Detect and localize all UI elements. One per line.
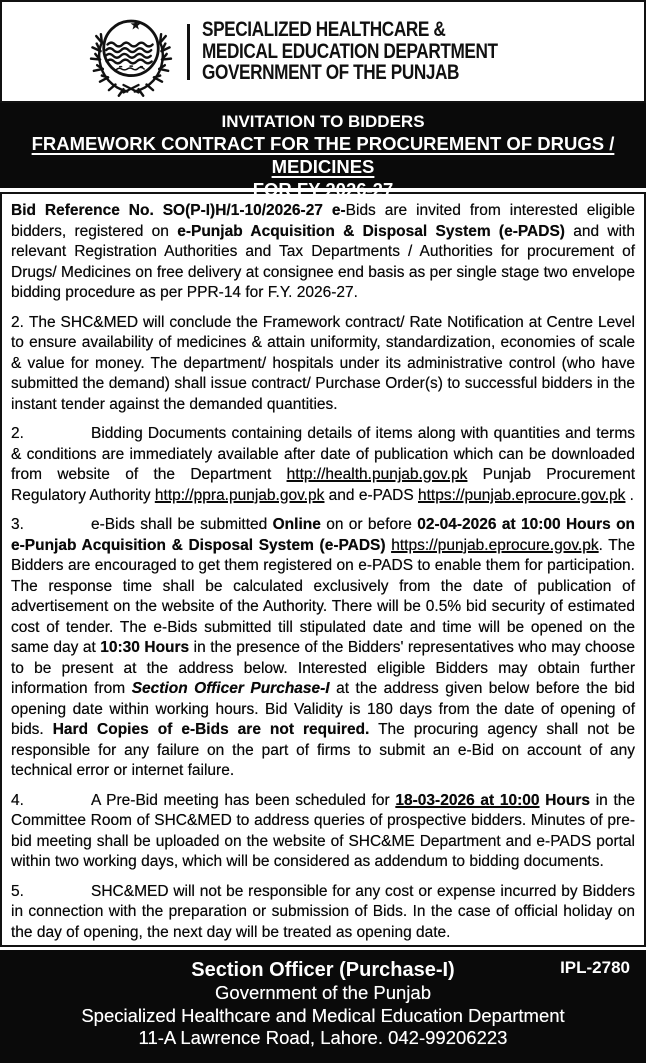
text-segment: and with relevant Registration Authorities and Tax Departments / Authorities for procurement of Drugs/ Medicines on free delivery at consignee end basis as per single stage two envelope bidding procedure as per PPR-14 for F.Y. 2026-27. [11, 222, 635, 301]
text-segment: 10:30 Hours [100, 639, 190, 656]
text-segment: Bids are invited from interested eligible bidders, registered on [11, 202, 636, 240]
fiscal-year-title: FOR FY 2026-27 [252, 179, 394, 200]
text-segment: A Pre-Bid meeting has been scheduled for [91, 791, 396, 809]
url-text: https://punjab.eprocure.gov.pk [391, 536, 599, 554]
paragraph-number: 2. [11, 425, 24, 442]
text-segment: The procuring agency shall not be responsible for any failure on the part of firms to submit an e-Bid on account of any technical error or internet failure. [11, 721, 635, 779]
text-segment: Bid Reference No. SO(P-I)H/1-10/2026-27 e- [11, 202, 346, 219]
notice-title-banner [0, 103, 646, 200]
footer-line-address: 11-A Lawrence Road, Lahore. 042-99206223 [138, 1027, 508, 1048]
text-segment: e-Bids shall be submitted [91, 516, 273, 533]
text-segment: at the address given below before the bid opening date within working hours. Bid Validity is 180 days from the date of opening of bids. [11, 680, 635, 738]
text-segment: Online [272, 516, 321, 533]
text-segment: The SHC&MED will conclude the Framework contract/ Rate Notification at Centre Level to ensure availability of medicines & attain uniformity, standardization, economies of scale & value for money. The department/ hospitals under its administrative control (who have submitted the demand) shall issue contract/ Purchase Order(s) to successful bidders in the instant tender against the demanded quantities. [11, 313, 635, 413]
signatory-title: Section Officer (Purchase-I) [191, 959, 455, 981]
notice-paragraph [11, 424, 635, 506]
text-segment: and e-PADS [324, 486, 418, 504]
paragraph-number: 5. [11, 882, 24, 900]
text-segment: 18-03-2026 at 10:00 [395, 791, 540, 809]
notice-paragraph [11, 313, 635, 416]
notice-paragraph [11, 515, 635, 782]
text-segment: e-Punjab Acquisition & Disposal System (e-PADS) [177, 222, 565, 240]
text-segment: Hard Copies of e-Bids are not required. [52, 721, 370, 738]
url-text: http://health.punjab.gov.pk [286, 466, 468, 483]
paragraph-number: 4. [11, 791, 24, 809]
department-name [202, 19, 498, 84]
department-name-line: GOVERNMENT OF THE PUNJAB [202, 61, 460, 85]
notice-body [0, 192, 646, 947]
text-segment: Bidding Documents containing details of items along with quantities and terms & conditions are immediately available after date of publication which can be downloaded from website of the Department [11, 425, 635, 483]
text-segment: Section Officer Purchase-I [131, 680, 330, 697]
url-text: http://ppra.punjab.gov.pk [154, 486, 325, 504]
text-segment: Hours [539, 791, 590, 809]
footer-line-government: Government of the Punjab [215, 982, 431, 1003]
invitation-title: INVITATION TO BIDDERS [221, 112, 425, 131]
header-divider [187, 24, 190, 80]
punjab-government-crest-logo [83, 6, 179, 100]
text-segment: in the presence of the Bidders' representatives who may choose to be present at the address below. Interested eligible Bidders may obtain further information from [11, 639, 635, 697]
notice-footer [0, 950, 646, 1063]
notice-paragraph [11, 791, 635, 873]
contract-title: FRAMEWORK CONTRACT FOR THE PROCUREMENT OF DRUGS / MEDICINES [31, 133, 615, 177]
department-name-line: SPECIALIZED HEALTHCARE & [202, 18, 446, 42]
ipl-code: IPL-2780 [560, 958, 630, 977]
text-segment: SHC&MED will not be responsible for any cost or expense incurred by Bidders in connection with the preparation or submission of Bids. In the case of official holiday on the day of opening, the next day will be treated as opening date. [11, 882, 635, 941]
text-segment: on or before [320, 516, 418, 533]
notice-paragraph [11, 201, 635, 304]
text-segment: in the Committee Room of SHC&MED to address queries of prospective bidders. Minutes of pre-bid meeting shall be uploaded on the website of SHC&ME Department and e-PADS portal within two working days, which will be considered as addendum to bidding documents. [11, 791, 635, 870]
paragraph-number: 2. [11, 313, 24, 331]
url-text: https://punjab.eprocure.gov.pk [418, 486, 626, 504]
text-segment: Punjab Procurement Regulatory Authority [11, 466, 635, 504]
paragraph-number: 3. [11, 516, 24, 533]
text-segment: 02-04-2026 at 10:00 Hours on e-Punjab Acquisition & Disposal System (e-PADS) [11, 516, 635, 554]
department-name-line: MEDICAL EDUCATION DEPARTMENT [202, 39, 498, 63]
text-segment: . The Bidders are encouraged to get them registered on e-PADS to enable them for participation. The response time shall be calculated exclusively from the date of publication of advertisement on the website of the Authority. There will be 0.5% bid security of estimated cost of tender. The e-Bids submitted till stipulated date and time will be opened on the same day at [11, 536, 635, 656]
department-header [0, 0, 646, 103]
text-segment: . [625, 486, 634, 504]
footer-line-department: Specialized Healthcare and Medical Education Department [81, 1004, 565, 1026]
notice-paragraph [11, 882, 635, 944]
